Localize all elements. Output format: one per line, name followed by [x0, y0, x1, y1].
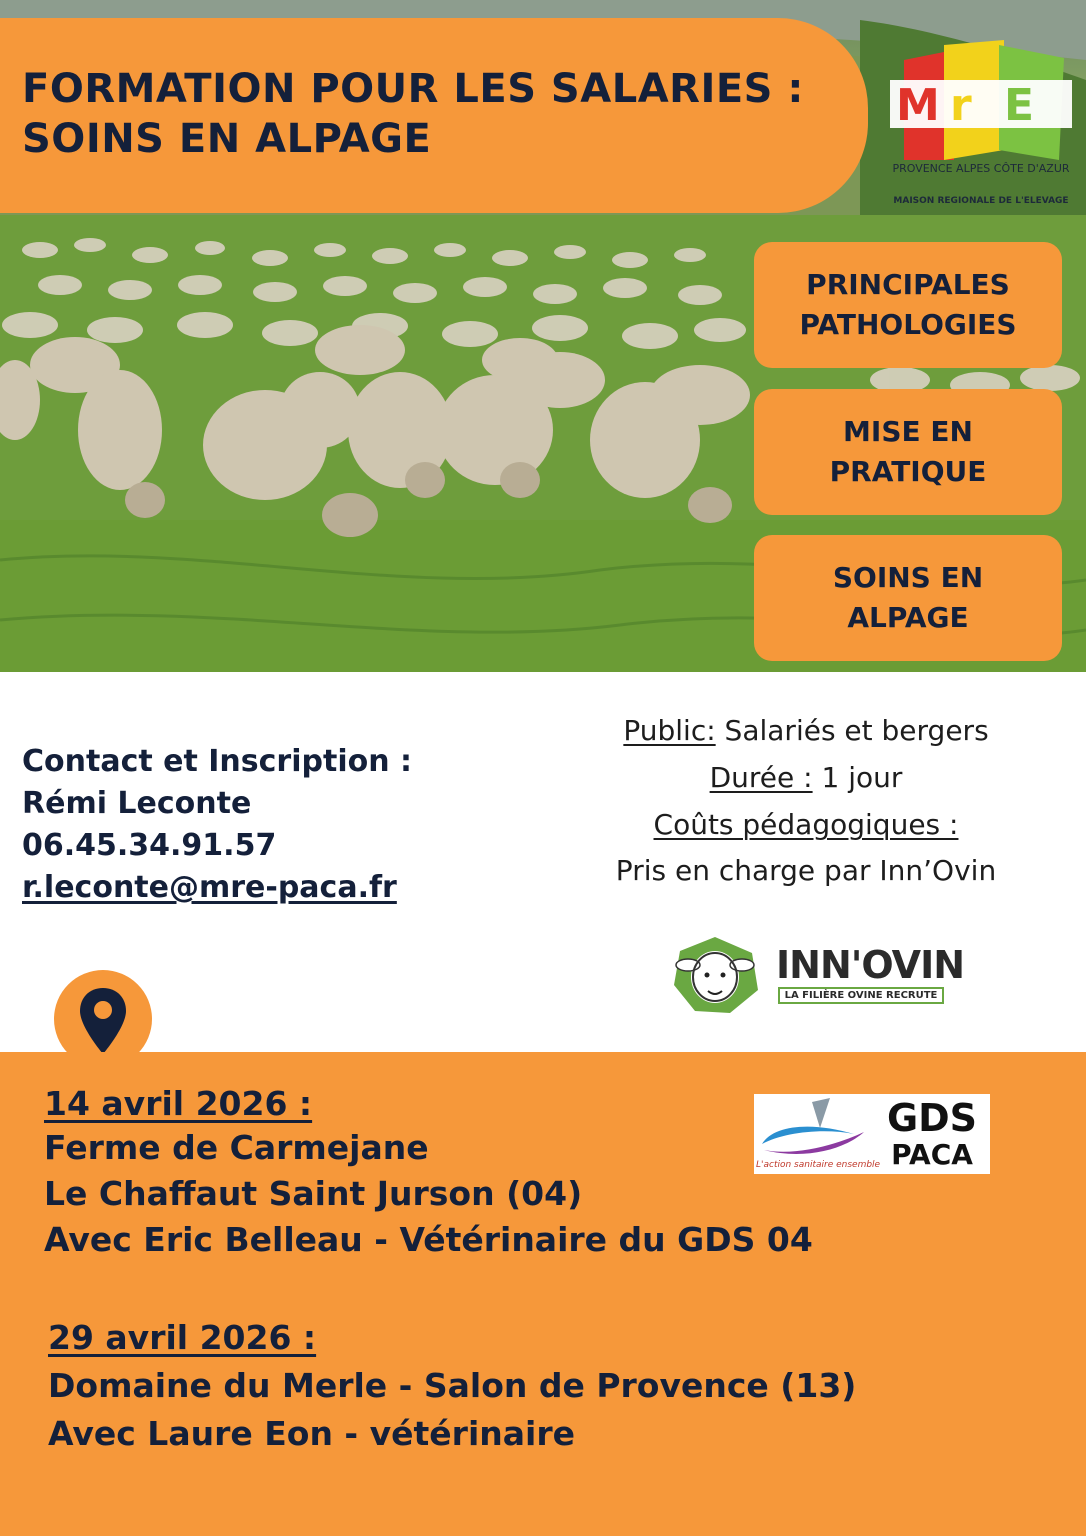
title-banner [0, 18, 868, 213]
svg-text:E: E [1004, 80, 1035, 131]
sheep-icon [670, 935, 760, 1015]
svg-text:M: M [896, 80, 940, 131]
event-1-line-3: Avec Eric Belleau - Vétérinaire du GDS 04 [44, 1220, 813, 1259]
innovin-logo [670, 935, 965, 1015]
gds-tagline: L'action sanitaire ensemble [756, 1160, 881, 1170]
info-couts-value: Pris en charge par Inn’Ovin [615, 854, 997, 887]
tag-mise-en-pratique [754, 389, 1062, 515]
duree-label: Durée : [709, 761, 813, 794]
tag-label: MISE EN PRATIQUE [829, 415, 987, 488]
contact-email-link[interactable]: r.leconte@mre-paca.fr [22, 870, 397, 905]
innovin-tagline: LA FILIÈRE OVINE RECRUTE [778, 987, 944, 1004]
gds-line2: PACA [891, 1138, 973, 1171]
mre-name: MAISON REGIONALE DE L'ELEVAGE [893, 196, 1069, 206]
svg-text:r: r [950, 80, 972, 131]
gds-paca-logo [754, 1094, 990, 1174]
tag-label: PRINCIPALES PATHOLOGIES [799, 268, 1017, 341]
event-2-line-1: Domaine du Merle - Salon de Provence (13) [48, 1366, 857, 1405]
event-1-line-1: Ferme de Carmejane [44, 1128, 429, 1167]
mre-logo [884, 40, 1078, 215]
title-line-2: SOINS EN ALPAGE [22, 116, 432, 162]
info-public [560, 714, 1052, 747]
tag-soins-en-alpage [754, 535, 1062, 661]
tag-principales-pathologies [754, 242, 1062, 368]
event-2-date: 29 avril 2026 : [48, 1318, 317, 1357]
tag-label: SOINS EN ALPAGE [832, 561, 984, 634]
title-line-1: FORMATION POUR LES SALARIES : [22, 66, 804, 112]
contact-phone[interactable]: 06.45.34.91.57 [22, 828, 277, 863]
public-value: Salariés et bergers [715, 714, 989, 747]
contact-name: Rémi Leconte [22, 786, 252, 821]
mre-region: PROVENCE ALPES CÔTE D'AZUR [892, 162, 1070, 175]
couts-label: Coûts pédagogiques : [653, 808, 959, 841]
contact-heading: Contact et Inscription : [22, 744, 413, 779]
public-label: Public: [623, 714, 716, 747]
event-1-line-2: Le Chaffaut Saint Jurson (04) [44, 1174, 583, 1213]
event-2-line-2: Avec Laure Eon - vétérinaire [48, 1414, 575, 1453]
gds-line1: GDS [886, 1096, 978, 1140]
info-duree [560, 761, 1052, 794]
event-1-date: 14 avril 2026 : [44, 1084, 313, 1123]
innovin-name: INN'OVIN [776, 943, 965, 987]
duree-value: 1 jour [812, 761, 903, 794]
info-couts [560, 808, 1052, 841]
